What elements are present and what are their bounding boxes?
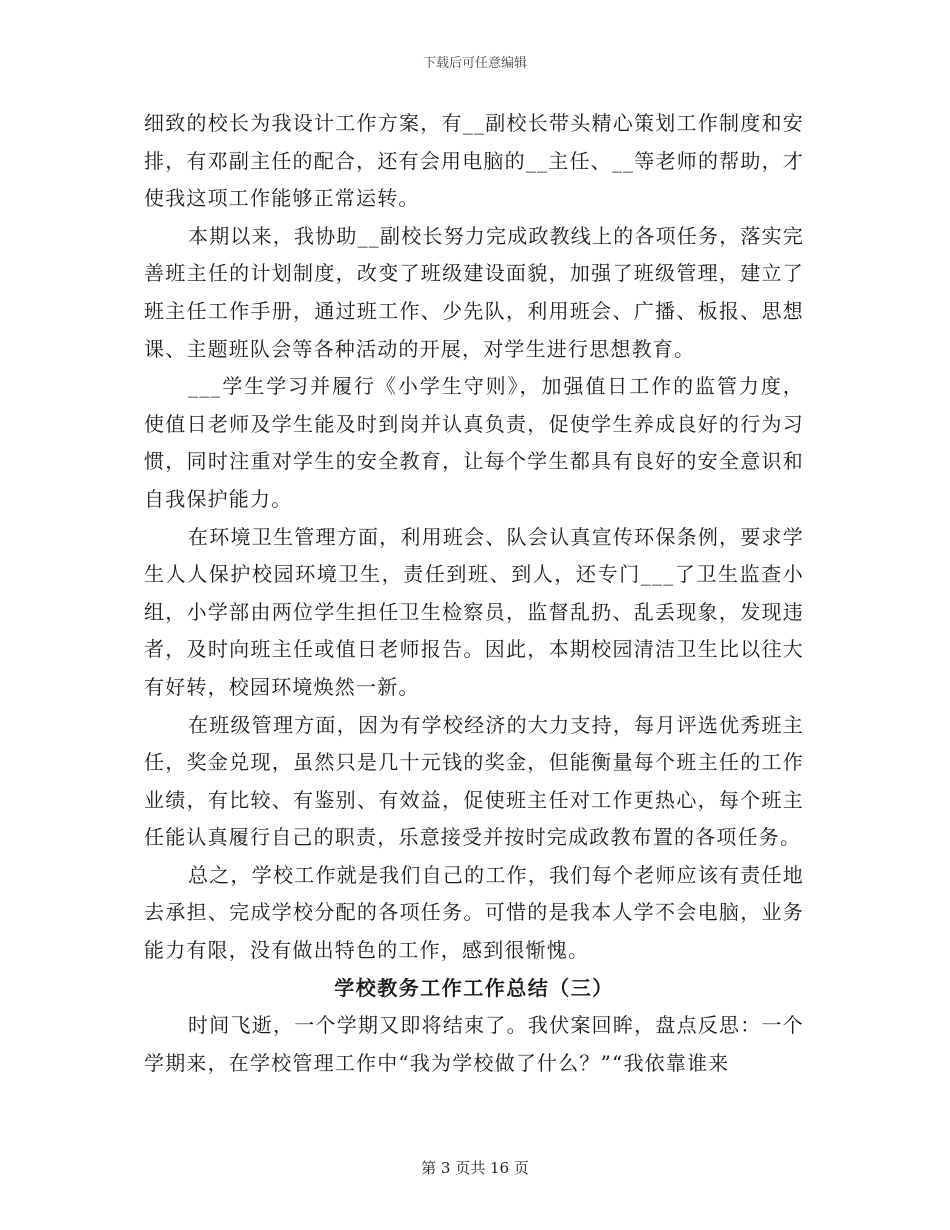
page-footer-page-number: 第 3 页共 16 页 [421,1159,529,1177]
paragraph-6: 总之，学校工作就是我们自己的工作，我们每个老师应该有责任地去承担、完成学校分配的各项任务。可惜的是我本人学不会电脑，业务能力有限，没有做出特色的工作，感到很惭愧。 [144,862,804,963]
paragraph-2: 本期以来，我协助__副校长努力完成政教线上的各项任务，落实完善班主任的计划制度，改变了班级建设面貌，加强了班级管理，建立了班主任工作手册，通过班工作、少先队，利用班会、广播、板报、思想课、主题班队会等各种活动的开展，对学生进行思想教育。 [144,223,804,361]
paragraph-1: 细致的校长为我设计工作方案，有__副校长带头精心策划工作制度和安排，有邓副主任的配合，还有会用电脑的__主任、__等老师的帮助，才使我这项工作能够正常运转。 [144,111,804,211]
paragraph-4: 在环境卫生管理方面，利用班会、队会认真宣传环保条例，要求学生人人保护校园环境卫生，责任到班、到人，还专门___了卫生监查小组，小学部由两位学生担任卫生检察员，监督乱扔、乱丢现象，发现违者，及时向班主任或值日老师报告。因此，本期校园清洁卫生比以往大有好转，校园环境焕然一新。 [144,524,804,699]
paragraph-5: 在班级管理方面，因为有学校经济的大力支持，每月评选优秀班主任，奖金兑现，虽然只是几十元钱的奖金，但能衡量每个班主任的工作业绩，有比较、有鉴别、有效益，促使班主任对工作更热心，每个班主任能认真履行自己的职责，乐意接受并按时完成政教布置的各项任务。 [144,712,804,850]
section-paragraph: 时间飞逝，一个学期又即将结束了。我伏案回眸，盘点反思：一个学期来，在学校管理工作中“我为学校做了什么？”“我依靠谁来 [144,1013,804,1075]
paragraph-3: ___学生学习并履行《小学生守则》，加强值日工作的监管力度，使值日老师及学生能及时到岗并认真负责，促使学生养成良好的行为习惯，同时注重对学生的安全教育，让每个学生都具有良好的安全意识和自我保护能力。 [144,374,804,511]
section-title: 学校教务工作工作总结（三） [334,975,614,1000]
document-body [144,105,804,1082]
page-header-note: 下载后可任意编辑 [422,56,527,71]
